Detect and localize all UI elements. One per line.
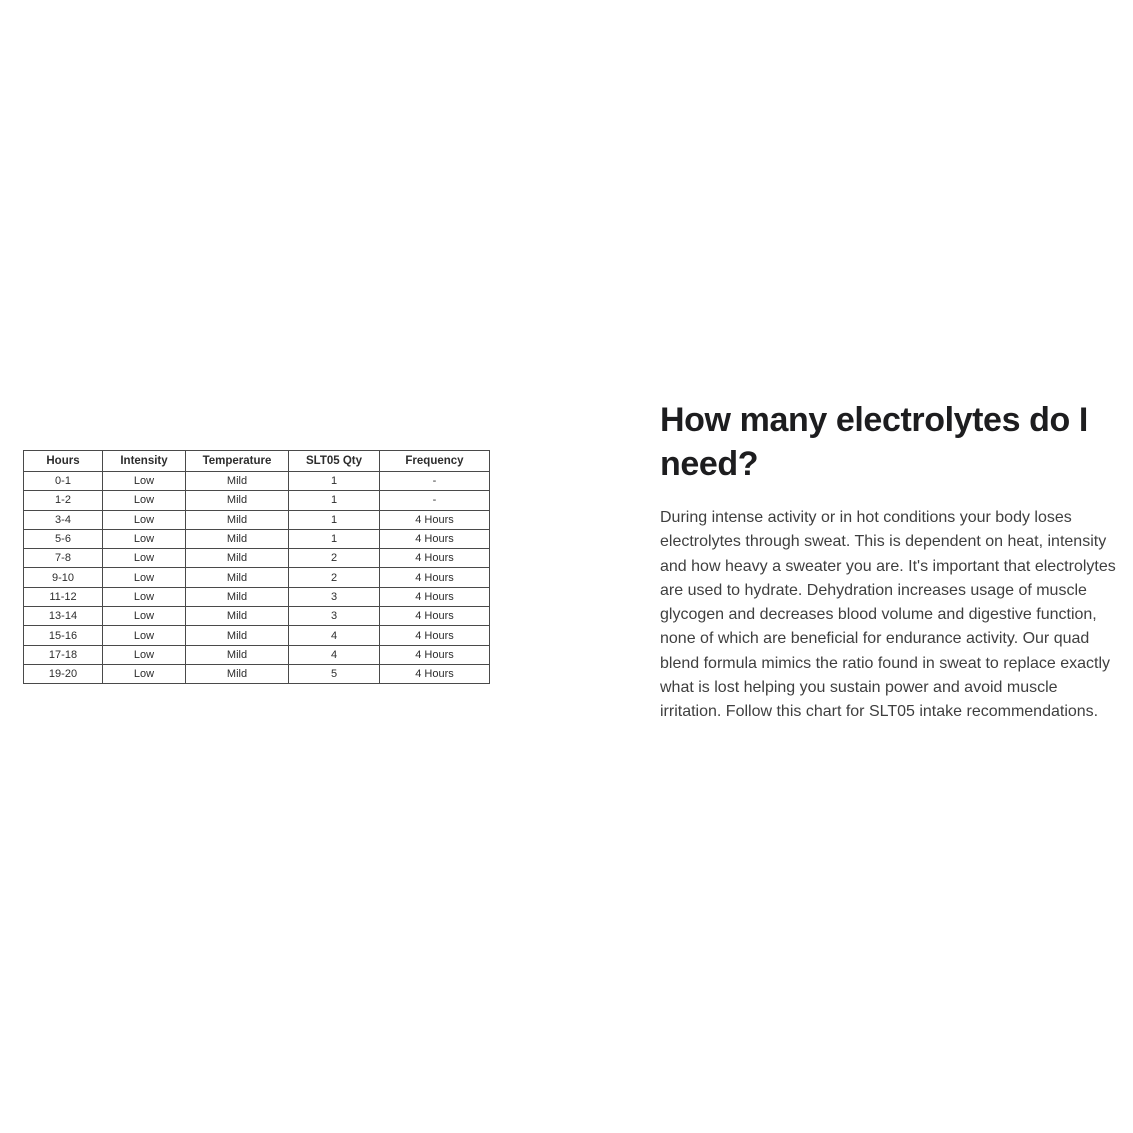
column-header: Hours [24, 451, 103, 472]
table-cell: Low [103, 587, 186, 606]
table-cell: - [380, 491, 490, 510]
table-cell: Mild [186, 626, 289, 645]
column-header: Frequency [380, 451, 490, 472]
table-cell: Low [103, 491, 186, 510]
table-cell: 5-6 [24, 529, 103, 548]
table-cell: Mild [186, 664, 289, 683]
table-cell: Mild [186, 549, 289, 568]
table-cell: 4 Hours [380, 549, 490, 568]
table-cell: Mild [186, 607, 289, 626]
table-cell: Mild [186, 510, 289, 529]
table-cell: Low [103, 510, 186, 529]
table-cell: 3 [289, 587, 380, 606]
table-cell: 4 Hours [380, 568, 490, 587]
table-cell: 4 Hours [380, 645, 490, 664]
table-row [24, 645, 490, 664]
table-cell: Low [103, 568, 186, 587]
text-column [660, 398, 1133, 725]
table-cell: Low [103, 472, 186, 491]
table-row [24, 549, 490, 568]
dosage-table-header [24, 451, 490, 472]
table-cell: Low [103, 645, 186, 664]
table-cell: 13-14 [24, 607, 103, 626]
table-cell: 7-8 [24, 549, 103, 568]
column-header: Temperature [186, 451, 289, 472]
table-row [24, 626, 490, 645]
table-cell: Mild [186, 529, 289, 548]
table-row [24, 472, 490, 491]
column-header: Intensity [103, 451, 186, 472]
table-row [24, 664, 490, 683]
table-cell: 4 Hours [380, 664, 490, 683]
table-cell: 0-1 [24, 472, 103, 491]
table-cell: 5 [289, 664, 380, 683]
table-cell: 4 [289, 626, 380, 645]
section-paragraph: During intense activity or in hot conditions your body loses electrolytes through sweat. This is dependent on heat, intensity and how heavy a sweater you are. It's important that electrolytes are used to hydrate. Dehydration increases usage of muscle glycogen and decreases blood volume and digestive function, none of which are beneficial for endurance activity. Our quad blend formula mimics the ratio found in sweat to replace exactly what is lost helping you sustain power and avoid muscle irritation. Follow this chart for SLT05 intake recommendations. [660, 509, 1116, 721]
table-row [24, 510, 490, 529]
table-cell: 1 [289, 491, 380, 510]
table-cell: Mild [186, 645, 289, 664]
table-row [24, 607, 490, 626]
table-cell: 1 [289, 529, 380, 548]
section-heading: How many electrolytes do I need? [660, 401, 1088, 483]
dosage-table-body [24, 472, 490, 684]
table-cell: Mild [186, 472, 289, 491]
table-cell: 11-12 [24, 587, 103, 606]
table-cell: Mild [186, 587, 289, 606]
table-cell: Mild [186, 568, 289, 587]
table-cell: 1-2 [24, 491, 103, 510]
table-cell: 4 Hours [380, 607, 490, 626]
table-cell: 4 Hours [380, 587, 490, 606]
table-cell: 15-16 [24, 626, 103, 645]
table-row [24, 529, 490, 548]
table-cell: 2 [289, 568, 380, 587]
dosage-table-image [23, 450, 484, 684]
table-cell: 3-4 [24, 510, 103, 529]
table-cell: 4 [289, 645, 380, 664]
table-cell: 1 [289, 510, 380, 529]
table-cell: Low [103, 607, 186, 626]
table-cell: 1 [289, 472, 380, 491]
table-cell: 4 Hours [380, 529, 490, 548]
table-cell: Low [103, 626, 186, 645]
table-cell: 17-18 [24, 645, 103, 664]
table-row [24, 587, 490, 606]
table-row [24, 491, 490, 510]
table-cell: 4 Hours [380, 626, 490, 645]
column-header: SLT05 Qty [289, 451, 380, 472]
table-cell: 2 [289, 549, 380, 568]
table-cell: 9-10 [24, 568, 103, 587]
table-cell: Low [103, 549, 186, 568]
table-cell: 19-20 [24, 664, 103, 683]
table-cell: 3 [289, 607, 380, 626]
table-row [24, 568, 490, 587]
dosage-table [23, 450, 490, 684]
table-cell: Low [103, 664, 186, 683]
table-cell: - [380, 472, 490, 491]
dosage-table-header-row [24, 451, 490, 472]
table-cell: Mild [186, 491, 289, 510]
table-cell: Low [103, 529, 186, 548]
table-cell: 4 Hours [380, 510, 490, 529]
